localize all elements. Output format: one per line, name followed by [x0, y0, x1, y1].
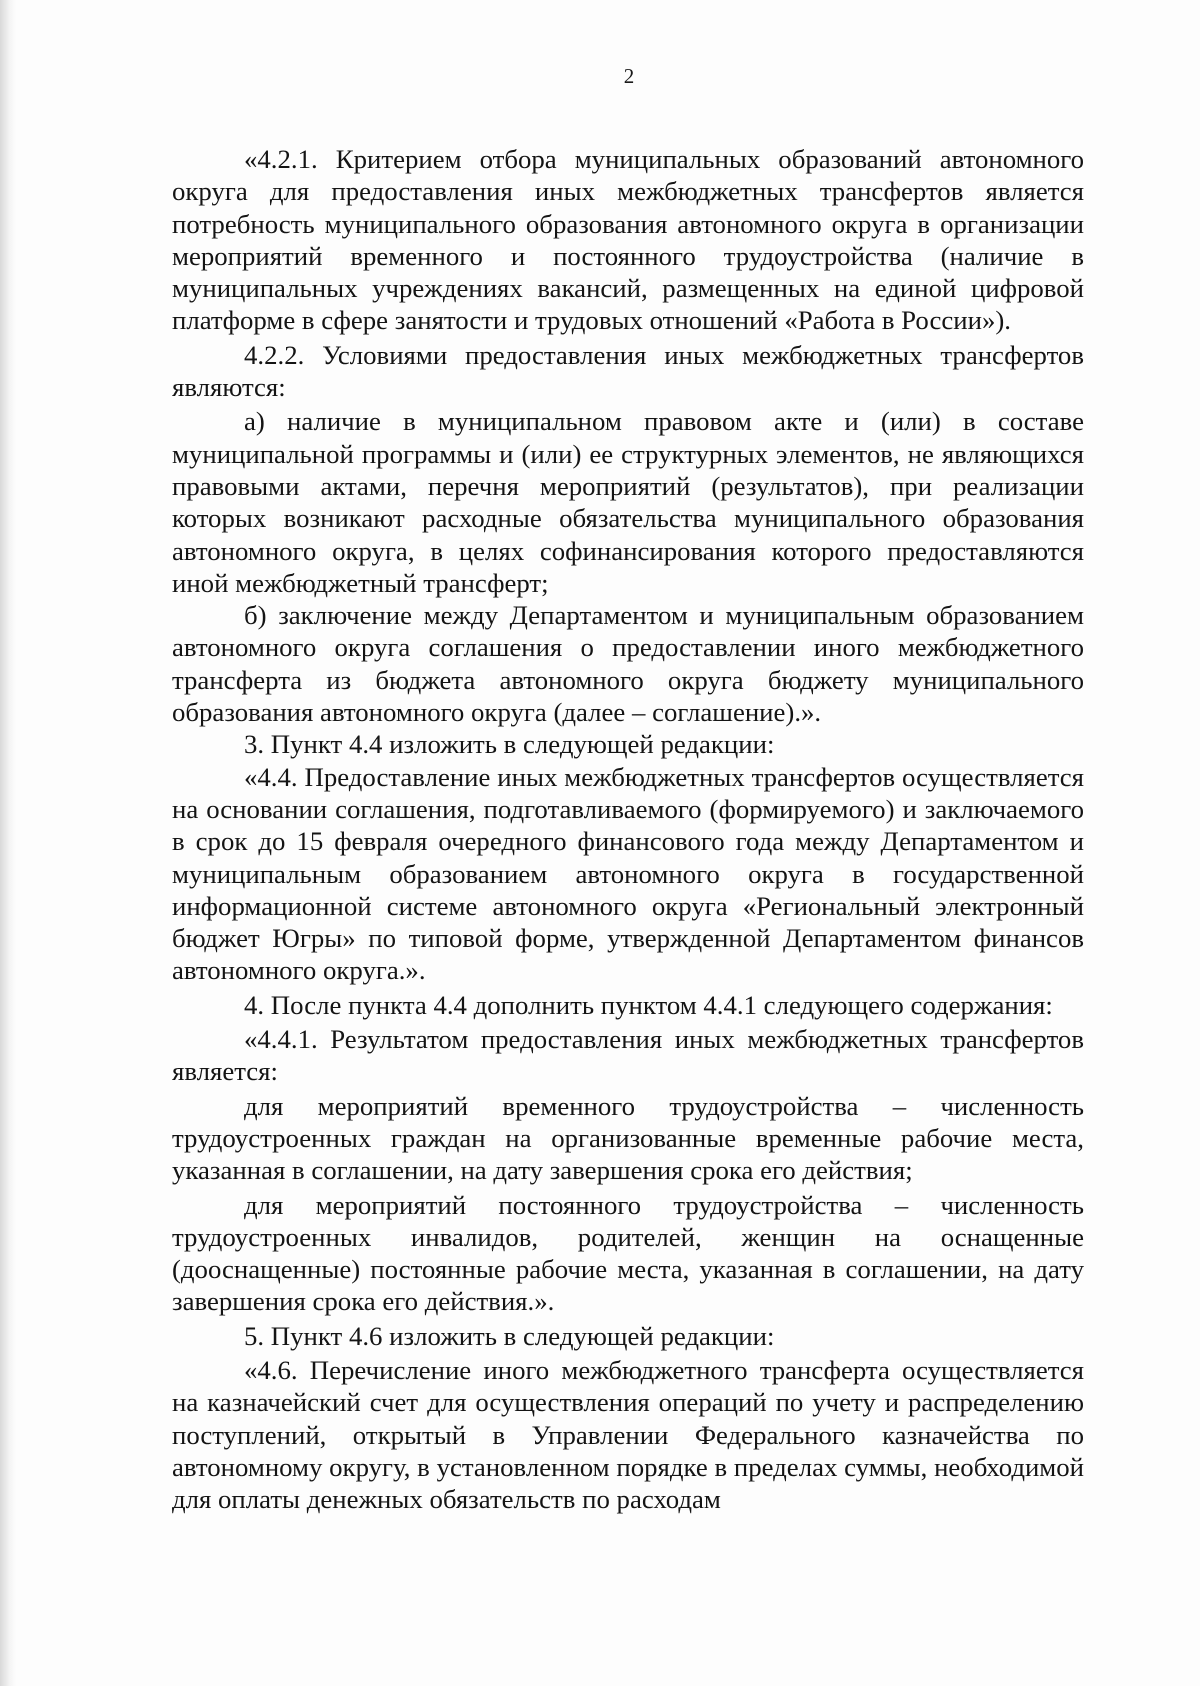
paragraph-temporary-employment: для мероприятий временного трудоустройства – численность трудоустроенных граждан на организованные временные рабочие места, указанная в соглашении, на дату завершения срока его действия; — [172, 1090, 1084, 1186]
paragraph-item-3: 3. Пункт 4.4 изложить в следующей редакции: — [244, 729, 775, 760]
paragraph-permanent-employment: для мероприятий постоянного трудоустройства – численность трудоустроенных инвалидов, родителей, женщин на оснащенные (дооснащенные) постоянные рабочие места, указанная в соглашении, на дату завершения срока его действия.». — [172, 1189, 1084, 1317]
paragraph-4-4: «4.4. Предоставление иных межбюджетных трансфертов осуществляется на основании соглашения, подготавливаемого (формируемого) и заключаемого в срок до 15 февраля очередного финансового года между Департаментом и муниципальным образованием автономного округа в государственной информационной системе автономного округа «Региональный электронный бюджет Югры» по типовой форме, утвержденной Департаментом финансов автономного округа.». — [172, 761, 1084, 986]
document-body — [172, 143, 1084, 1515]
scan-edge — [0, 0, 16, 1686]
page-number: 2 — [623, 64, 635, 88]
paragraph-condition-b: б) заключение между Департаментом и муниципальным образованием автономного округа соглашения о предоставлении иного межбюджетного трансферта из бюджета автономного округа бюджету муниципального образования автономного округа (далее – соглашение).». — [172, 600, 1084, 728]
paragraph-item-5: 5. Пункт 4.6 изложить в следующей редакции: — [244, 1320, 775, 1351]
paragraph-4-4-1: «4.4.1. Результатом предоставления иных межбюджетных трансфертов является: — [172, 1024, 1084, 1087]
paragraph-4-6: «4.6. Перечисление иного межбюджетного трансферта осуществляется на казначейский счет для осуществления операций по учету и распределению поступлений, открытый в Управлении Федерального казначейства по автономному округу, в установленном порядке в пределах суммы, необходимой для оплаты денежных обязательств по расходам — [172, 1354, 1084, 1515]
paragraph-condition-a: а) наличие в муниципальном правовом акте и (или) в составе муниципальной программы и (или) ее структурных элементов, не являющихся правовыми актами, перечня мероприятий (результатов), при реализации которых возникают расходные обязательства муниципального образования автономного округа, в целях софинансирования которого предоставляются иной межбюджетный трансферт; — [172, 406, 1084, 598]
paragraph-4-2-2: 4.2.2. Условиями предоставления иных межбюджетных трансфертов являются: — [172, 339, 1084, 403]
paragraph-4-2-1: «4.2.1. Критерием отбора муниципальных образований автономного округа для предоставления иных межбюджетных трансфертов является потребность муниципального образования автономного округа в организации мероприятий временного и постоянного трудоустройства (наличие в муниципальных учреждениях вакансий, размещенных на единой цифровой платформе в сфере занятости и трудовых отношений «Работа в России»). — [172, 144, 1084, 336]
paragraph-item-4: 4. После пункта 4.4 дополнить пунктом 4.4.1 следующего содержания: — [244, 989, 1053, 1020]
